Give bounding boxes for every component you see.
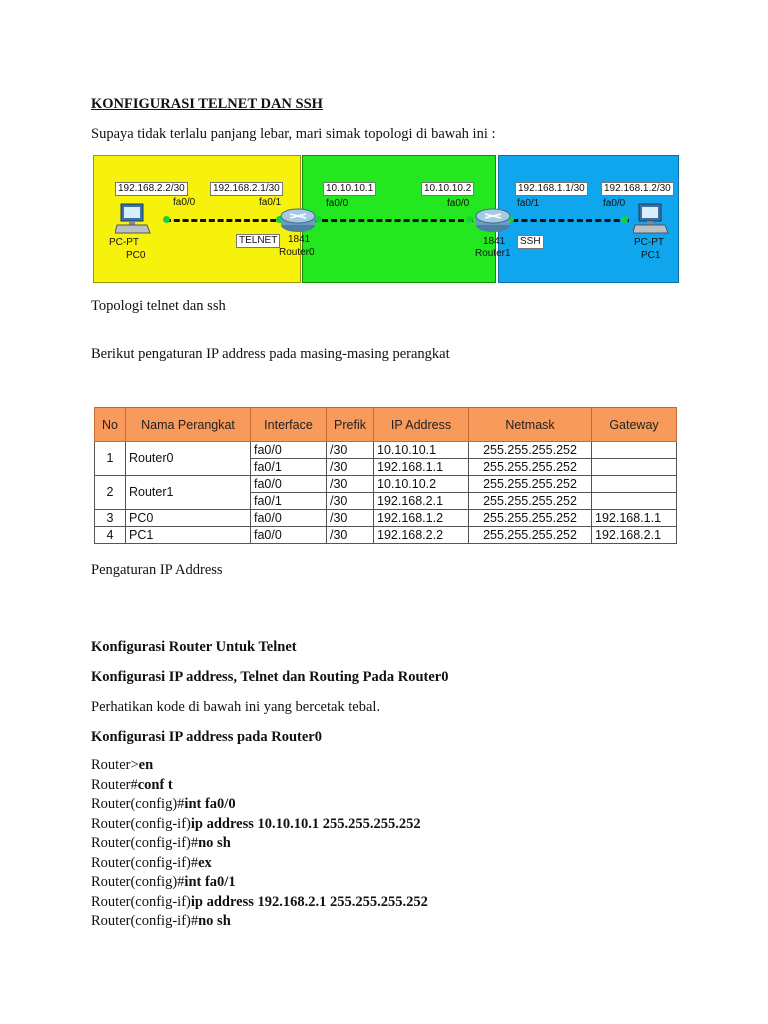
- command-line: [91, 893, 428, 913]
- router0-left-interface-label: fa0/1: [259, 197, 282, 208]
- cell-interface: fa0/1: [251, 459, 327, 476]
- col-header-ip: IP Address: [374, 408, 469, 442]
- cell-netmask: 255.255.255.252: [469, 493, 592, 510]
- cable-router1-pc1: [503, 219, 629, 222]
- cable-pc0-router0: [165, 219, 285, 222]
- command-prompt: Router>: [91, 757, 139, 773]
- cell-device: PC0: [126, 510, 251, 527]
- cell-gateway: [592, 476, 677, 493]
- topology-caption: Topologi telnet dan ssh: [91, 298, 226, 314]
- pc1-ip-label: 192.168.1.2/30: [601, 182, 674, 196]
- cell-interface: fa0/0: [251, 527, 327, 544]
- pc1-type-label: PC-PT: [634, 237, 664, 248]
- col-header-no: No: [95, 408, 126, 442]
- command-text: no sh: [198, 913, 231, 929]
- cell-interface: fa0/0: [251, 510, 327, 527]
- command-text: ex: [198, 854, 212, 871]
- command-line: [91, 854, 428, 874]
- pc0-ip-label: 192.168.2.2/30: [115, 182, 188, 196]
- table-caption: Pengaturan IP Address: [91, 562, 223, 578]
- cell-no: 4: [95, 527, 126, 544]
- col-header-netmask: Netmask: [469, 408, 592, 442]
- command-line: [91, 756, 428, 776]
- table-row: [95, 510, 677, 527]
- pc0-interface-label: fa0/0: [173, 197, 196, 208]
- command-line: [91, 873, 428, 893]
- cell-no: 1: [95, 442, 126, 476]
- pc1-name-label: PC1: [641, 250, 661, 261]
- pc0-name-label: PC0: [126, 250, 146, 261]
- router0-model-label: 1841: [288, 234, 311, 245]
- table-row: [95, 476, 677, 493]
- cell-interface: fa0/0: [251, 442, 327, 459]
- cell-ip: 10.10.10.1: [374, 442, 469, 459]
- cable-router0-router1: [313, 219, 473, 222]
- col-header-gateway: Gateway: [592, 408, 677, 442]
- command-listing: [91, 756, 428, 932]
- cell-ip: 192.168.2.1: [374, 493, 469, 510]
- cell-prefix: /30: [327, 476, 374, 493]
- heading-ip-router0: Konfigurasi IP address pada Router0: [91, 729, 322, 745]
- table-row: [95, 442, 677, 459]
- command-prompt: Router(config)#: [91, 796, 185, 812]
- cell-ip: 192.168.2.2: [374, 527, 469, 544]
- router1-left-interface-label: fa0/0: [447, 198, 470, 209]
- command-text: en: [138, 757, 154, 773]
- network-topology-diagram: [93, 155, 679, 283]
- router0-left-ip-label: 192.168.2.1/30: [210, 182, 283, 196]
- command-prompt: Router(config-if)#: [91, 854, 199, 871]
- intro-text: Supaya tidak terlalu panjang lebar, mari simak topologi di bawah ini :: [91, 126, 496, 142]
- cell-gateway: [592, 493, 677, 510]
- command-prompt: Router(config-if): [91, 815, 191, 832]
- router0-icon: [279, 206, 317, 234]
- cell-gateway: 192.168.2.1: [592, 527, 677, 544]
- cell-interface: fa0/0: [251, 476, 327, 493]
- pc1-computer-icon: [633, 203, 669, 235]
- command-line: [91, 834, 428, 854]
- cell-ip: 192.168.1.2: [374, 510, 469, 527]
- heading-router-telnet: Konfigurasi Router Untuk Telnet: [91, 639, 297, 655]
- cell-device: Router0: [126, 442, 251, 476]
- cell-prefix: /30: [327, 493, 374, 510]
- command-prompt: Router#: [91, 776, 138, 793]
- cell-gateway: [592, 442, 677, 459]
- cell-netmask: 255.255.255.252: [469, 459, 592, 476]
- command-prompt: Router(config-if)#: [91, 913, 199, 929]
- command-prompt: Router(config-if): [91, 893, 191, 910]
- command-text: int fa0/0: [184, 796, 236, 812]
- heading-router0-config: Konfigurasi IP address, Telnet dan Routing Pada Router0: [91, 669, 449, 685]
- command-line: [91, 912, 428, 932]
- router1-right-interface-label: fa0/1: [517, 198, 540, 209]
- page-title: KONFIGURASI TELNET DAN SSH: [91, 96, 323, 112]
- router1-left-ip-label: 10.10.10.2: [421, 182, 474, 196]
- cell-no: 3: [95, 510, 126, 527]
- cell-gateway: [592, 459, 677, 476]
- router0-name-label: Router0: [279, 247, 315, 258]
- cell-prefix: /30: [327, 527, 374, 544]
- pc0-computer-icon: [115, 203, 151, 235]
- cell-netmask: 255.255.255.252: [469, 442, 592, 459]
- command-prompt: Router(config-if)#: [91, 835, 199, 851]
- command-text: ip address 10.10.10.1 255.255.255.252: [190, 815, 421, 832]
- cell-ip: 10.10.10.2: [374, 476, 469, 493]
- col-header-device: Nama Perangkat: [126, 408, 251, 442]
- col-header-interface: Interface: [251, 408, 327, 442]
- command-text: int fa0/1: [184, 874, 236, 890]
- cell-netmask: 255.255.255.252: [469, 527, 592, 544]
- command-line: [91, 776, 428, 796]
- command-text: ip address 192.168.2.1 255.255.255.252: [190, 893, 428, 910]
- cell-netmask: 255.255.255.252: [469, 476, 592, 493]
- note-text: Perhatikan kode di bawah ini yang bercetak tebal.: [91, 699, 381, 715]
- command-text: conf t: [137, 776, 173, 793]
- cell-device: PC1: [126, 527, 251, 544]
- cell-ip: 192.168.1.1: [374, 459, 469, 476]
- pc1-interface-label: fa0/0: [603, 198, 626, 209]
- command-prompt: Router(config)#: [91, 874, 185, 890]
- router1-name-label: Router1: [475, 248, 511, 259]
- command-line: [91, 795, 428, 815]
- ssh-label: SSH: [517, 235, 544, 249]
- telnet-label: TELNET: [236, 234, 280, 248]
- cell-prefix: /30: [327, 510, 374, 527]
- link-light: [163, 216, 170, 223]
- table-row: [95, 527, 677, 544]
- col-header-prefix: Prefik: [327, 408, 374, 442]
- cell-prefix: /30: [327, 442, 374, 459]
- command-line: [91, 815, 428, 835]
- router1-model-label: 1841: [483, 236, 506, 247]
- pc0-type-label: PC-PT: [109, 237, 139, 248]
- cell-device: Router1: [126, 476, 251, 510]
- router0-right-ip-label: 10.10.10.1: [323, 182, 376, 196]
- link-light: [466, 216, 473, 223]
- cell-no: 2: [95, 476, 126, 510]
- router1-icon: [474, 206, 512, 234]
- command-text: no sh: [198, 835, 231, 851]
- link-light: [621, 216, 628, 223]
- cell-netmask: 255.255.255.252: [469, 510, 592, 527]
- router1-right-ip-label: 192.168.1.1/30: [515, 182, 588, 196]
- router0-right-interface-label: fa0/0: [326, 198, 349, 209]
- ip-intro-text: Berikut pengaturan IP address pada masing-masing perangkat: [91, 346, 450, 362]
- cell-prefix: /30: [327, 459, 374, 476]
- ip-address-table: [94, 407, 677, 544]
- cell-interface: fa0/1: [251, 493, 327, 510]
- cell-gateway: 192.168.1.1: [592, 510, 677, 527]
